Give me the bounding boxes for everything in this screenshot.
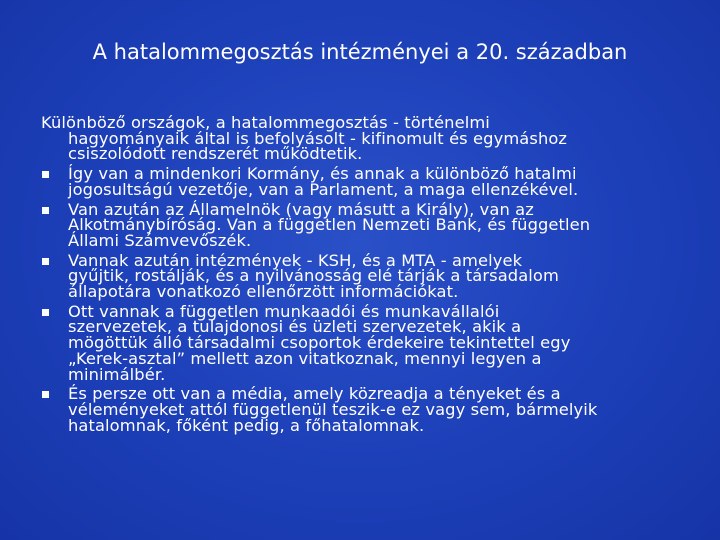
square-bullet-icon [42, 258, 49, 265]
intro-paragraph [41, 115, 713, 162]
intro-line: csiszolódott rendszerét működtetik. [68, 144, 363, 164]
square-bullet-icon [42, 207, 49, 214]
bullet-line: „Kerek-asztal” mellett azon vitatkoznak, mennyi legyen a [68, 348, 542, 368]
bullet-item [41, 250, 713, 302]
bullet-line: Van azután az Államelnök (vagy másutt a Király), van az [68, 199, 534, 219]
bullet-line: véleményeket attól függetlenül teszik-e ez vagy sem, bármelyik [68, 399, 598, 419]
bullet-item [41, 199, 713, 250]
intro-line: hagyományaik által is befolyásolt - kifinomult és egymáshoz [68, 128, 568, 148]
bullet-line: És persze ott van a média, amely közreadja a tényeket és a [68, 384, 561, 404]
bullet-line: Alkotmánybíróság. Van a független Nemzeti Bank, és független [68, 215, 591, 235]
bullet-line: szervezetek, a tulajdonosi és üzleti szervezetek, akik a [68, 317, 522, 337]
slide-title: A hatalommegosztás intézményei a 20. században [92, 40, 628, 64]
bullet-line: jogosultságú vezetője, van a Parlament, a maga ellenzékével. [68, 179, 579, 199]
bullet-line: minimálbér. [68, 364, 166, 384]
square-bullet-icon [42, 171, 49, 178]
bullet-line: hatalomnak, főként pedig, a főhatalomnak. [68, 415, 425, 435]
bullet-line: állapotára vonatkozó ellenőrzött információkat. [68, 282, 459, 302]
bullet-item [41, 386, 713, 433]
bullet-item [41, 166, 713, 197]
bullet-line: Ott vannak a független munkaadói és munkavállalói [68, 301, 500, 321]
bullet-line: gyűjtik, rostálják, és a nyilvánosság elé tárják a társadalom [68, 266, 559, 286]
bullet-line: Így van a mindenkori Kormány, és annak a különböző hatalmi [68, 164, 577, 184]
bullet-item [41, 301, 713, 384]
bullet-line: mögöttük álló társadalmi csoportok érdekeire tekintettel egy [68, 333, 571, 353]
intro-line: Különböző országok, a hatalommegosztás - történelmi [41, 113, 490, 132]
slide-body [41, 115, 713, 437]
square-bullet-icon [42, 391, 49, 398]
square-bullet-icon [42, 309, 49, 316]
bullet-line: Vannak azután intézmények - KSH, és a MTA - amelyek [68, 250, 523, 270]
bullet-line: Állami Számvevőszék. [68, 230, 252, 250]
